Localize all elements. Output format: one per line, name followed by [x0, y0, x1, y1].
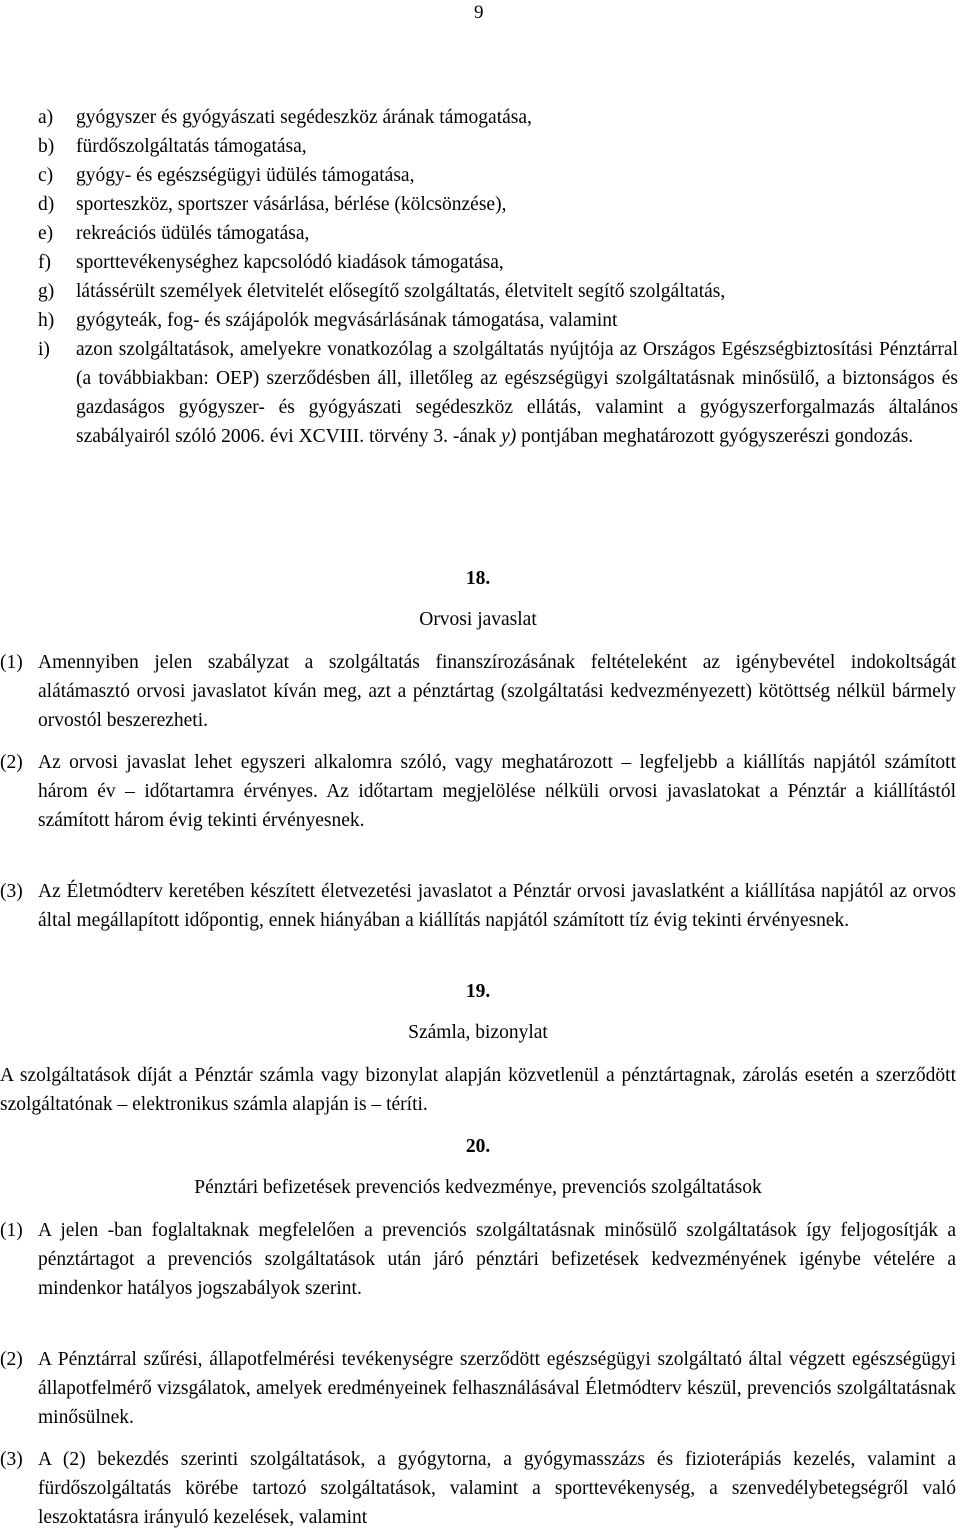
- list-item: [38, 335, 958, 451]
- section-20-heading: [0, 1132, 956, 1161]
- section-18-para-1: [0, 648, 956, 735]
- list-item-text: fürdőszolgáltatás támogatása,: [76, 136, 307, 157]
- list-item-text: gyógyszer és gyógyászati segédeszköz árának támogatása,: [76, 107, 532, 128]
- paragraph-text: Az orvosi javaslat lehet egyszeri alkalomra szóló, vagy meghatározott – legfeljebb a kiállítás napjától számított három év – időtartamra érvényes. Az időtartam megjelölése nélküli orvosi javaslatokat a Pénztár a kiállítástól számított három évig tekinti érvényesnek.: [38, 752, 956, 831]
- section-18-heading: [0, 564, 956, 593]
- list-marker: a): [38, 107, 54, 128]
- list-item: [38, 190, 958, 219]
- section-20-para-3: [0, 1445, 956, 1532]
- list-marker: d): [38, 194, 55, 215]
- list-item-text: sporteszköz, sportszer vásárlása, bérlése (kölcsönzése),: [76, 194, 507, 215]
- section-20-para-2: [0, 1345, 956, 1432]
- paragraph-marker: (3): [0, 1449, 23, 1470]
- page-number: 9: [474, 2, 484, 23]
- list-marker: h): [38, 310, 55, 331]
- paragraph-marker: (2): [0, 752, 23, 773]
- section-title: Orvosi javaslat: [419, 609, 537, 630]
- section-number: 18.: [465, 568, 491, 589]
- list-item-text: gyógy- és egészségügyi üdülés támogatása,: [76, 165, 415, 186]
- section-19-para: [0, 1061, 956, 1119]
- list-marker: e): [38, 223, 54, 244]
- list-item-text: sporttevékenységhez kapcsolódó kiadások támogatása,: [76, 252, 504, 273]
- list-item: [38, 219, 958, 248]
- paragraph-marker: (1): [0, 1220, 23, 1241]
- list-marker: c): [38, 165, 54, 186]
- list-item: [38, 161, 958, 190]
- paragraph-text: A szolgáltatások díját a Pénztár számla vagy bizonylat alapján közvetlenül a pénztártagnak, zárolás esetén a szerződött szolgáltatónak – elektronikus számla alapján is – téríti.: [0, 1065, 956, 1115]
- paragraph-marker: (3): [0, 881, 23, 902]
- section-18-para-2: [0, 748, 956, 835]
- paragraph-text: A jelen -ban foglaltaknak megfelelően a prevenciós szolgáltatásnak minősülő szolgáltatások így feljogosítják a pénztártagot a prevenciós szolgáltatások után járó pénztári befizetések kedvezményének igénybe vételére a mindenkor hatályos jogszabályok szerint.: [38, 1220, 956, 1299]
- section-20-para-1: [0, 1216, 956, 1303]
- paragraph-marker: (2): [0, 1349, 23, 1370]
- section-18-title-wrap: [0, 605, 956, 634]
- list-marker: g): [38, 281, 55, 302]
- section-title: Pénztári befizetések prevenciós kedvezménye, prevenciós szolgáltatások: [194, 1177, 762, 1198]
- list-item-text: gyógyteák, fog- és szájápolók megvásárlásának támogatása, valamint: [76, 310, 618, 331]
- paragraph-text: A Pénztárral szűrési, állapotfelmérési tevékenységre szerződött egészségügyi szolgáltató által végzett egészségügyi állapotfelmérő vizsgálatok, amelyek eredményeinek felhasználásával Életmódterv készül, prevenciós szolgáltatásnak minősülnek.: [38, 1349, 956, 1428]
- benefit-list: [38, 103, 958, 451]
- list-item: [38, 103, 958, 132]
- list-item-text: rekreációs üdülés támogatása,: [76, 223, 310, 244]
- point-reference: y): [501, 426, 517, 447]
- list-item: [38, 132, 958, 161]
- list-marker: b): [38, 136, 55, 157]
- paragraph-text: Amennyiben jelen szabályzat a szolgáltatás finanszírozásának feltételeként az igénybevétel indokoltságát alátámasztó orvosi javaslatot kíván meg, azt a pénztártag (szolgáltatási kedvezményezett) kötöttség nélkül bármely orvostól beszerezheti.: [38, 652, 956, 731]
- list-item-text: [76, 335, 958, 451]
- section-title: Számla, bizonylat: [408, 1022, 548, 1043]
- paragraph-text: A (2) bekezdés szerinti szolgáltatások, a gyógytorna, a gyógymasszázs és fizioterápiás kezelés, valamint a fürdőszolgáltatás körébe tartozó szolgáltatások, valamint a sporttevékenység, a szenvedélybetegségről való leszoktatásra irányuló kezelések, valamint: [38, 1449, 956, 1528]
- list-item: [38, 277, 958, 306]
- section-20-title-wrap: [0, 1173, 956, 1202]
- section-18-para-3: [0, 877, 956, 935]
- list-item: [38, 248, 958, 277]
- list-item-text-part: pontjában meghatározott gyógyszerészi gondozás.: [516, 426, 914, 447]
- list-marker: f): [38, 252, 51, 273]
- paragraph-marker: (1): [0, 652, 23, 673]
- section-19-title-wrap: [0, 1018, 956, 1047]
- list-item-text: látássérült személyek életvitelét elősegítő szolgáltatás, életvitelt segítő szolgáltatás,: [76, 281, 726, 302]
- list-item-text-part: azon szolgáltatások, amelyekre vonatkozólag a szolgáltatás nyújtója az Országos Egészségbiztosítási Pénztárral (a továbbiakban: OEP) szerződésben áll, illetőleg az egészségügyi szolgáltatásnak minősülő, a biztonságos és gazdaságos gyógyszer- és gyógyászati segédeszköz ellátás, valamint a gyógyszerforgalmazás általános szabályairól szóló 2006. évi XCVIII. törvény 3. -ának: [76, 339, 958, 447]
- paragraph-text: Az Életmódterv keretében készített életvezetési javaslatot a Pénztár orvosi javaslatként a kiállítása napjától az orvos által megállapított időpontig, ennek hiányában a kiállítás napjától számított tíz évig tekinti érvényesnek.: [38, 881, 956, 931]
- section-19-heading: [0, 977, 956, 1006]
- list-marker: i): [38, 339, 50, 360]
- section-number: 20.: [465, 1136, 491, 1157]
- list-item: [38, 306, 958, 335]
- section-number: 19.: [465, 981, 491, 1002]
